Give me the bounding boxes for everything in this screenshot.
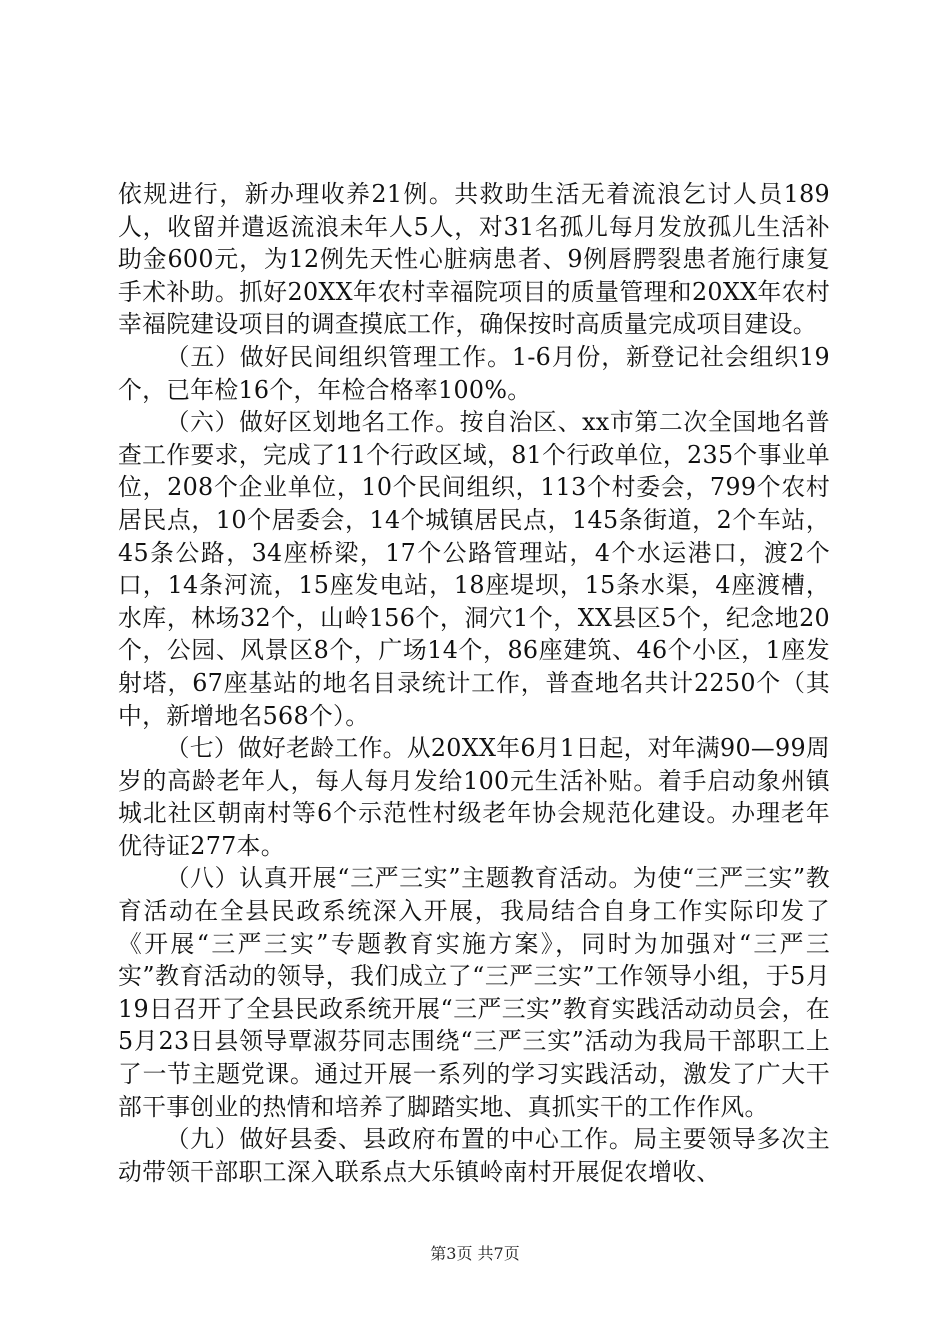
page-number-footer: 第3页 共7页 (430, 1244, 520, 1263)
paragraph-three-stricts-education: （八）认真开展“三严三实”主题教育活动。为使“三严三实”教育活动在全县民政系统深入开展，我局结合自身工作实际印发了《开展“三严三实”专题教育实施方案》，同时为加强对“三严三实”教育活动的领导，我们成立了“三严三实”工作领导小组，于5月19日召开了全县民政系统开展“三严三实”教育实践活动动员会，在5月23日县领导覃淑芬同志围绕“三严三实”活动为我局干部职工上了一节主题党课。通过开展一系列的学习实践活动，激发了广大干部干事创业的热情和培养了脚踏实地、真抓实干的工作作风。 (118, 864, 830, 1121)
paragraph-place-names: （六）做好区划地名工作。按自治区、xx市第二次全国地名普查工作要求，完成了11个行政区域，81个行政单位，235个事业单位，208个企业单位，10个民间组织，113个村委会，799个农村居民点，10个居委会，14个城镇居民点，145条街道，2个车站，45条公路，34座桥梁，17个公路管理站，4个水运港口，渡2个口，14条河流，15座发电站，18座堤坝，15条水渠，4座渡槽，水库，林场32个，山岭156个，洞穴1个，XX县区5个，纪念地20个，公园、风景区8个，广场14个，86座建筑、46个小区，1座发射塔，67座基站的地名目录统计工作，普查地名共计2250个（其中，新增地名568个）。 (118, 408, 830, 730)
document-body (118, 178, 830, 1188)
paragraph-civil-organizations: （五）做好民间组织管理工作。1-6月份，新登记社会组织19个，已年检16个，年检合格率100%。 (118, 342, 830, 404)
paragraph-central-work: （九）做好县委、县政府布置的中心工作。局主要领导多次主动带领干部职工深入联系点大乐镇岭南村开展促农增收、 (118, 1125, 830, 1186)
paragraph-elderly-work: （七）做好老龄工作。从20XX年6月1日起，对年满90—99周岁的高龄老年人，每人每月发给100元生活补贴。着手启动象州镇城北社区朝南村等6个示范性村级老年协会规范化建设。办理老年优待证277本。 (118, 734, 830, 860)
paragraph-continuation: 依规进行，新办理收养21例。共救助生活无着流浪乞讨人员189人，收留并遣返流浪未年人5人，对31名孤儿每月发放孤儿生活补助金600元，为12例先天性心脏病患者、9例唇腭裂患者施行康复手术补助。抓好20XX年农村幸福院项目的质量管理和20XX年农村幸福院建设项目的调查摸底工作，确保按时高质量完成项目建设。 (118, 180, 830, 339)
